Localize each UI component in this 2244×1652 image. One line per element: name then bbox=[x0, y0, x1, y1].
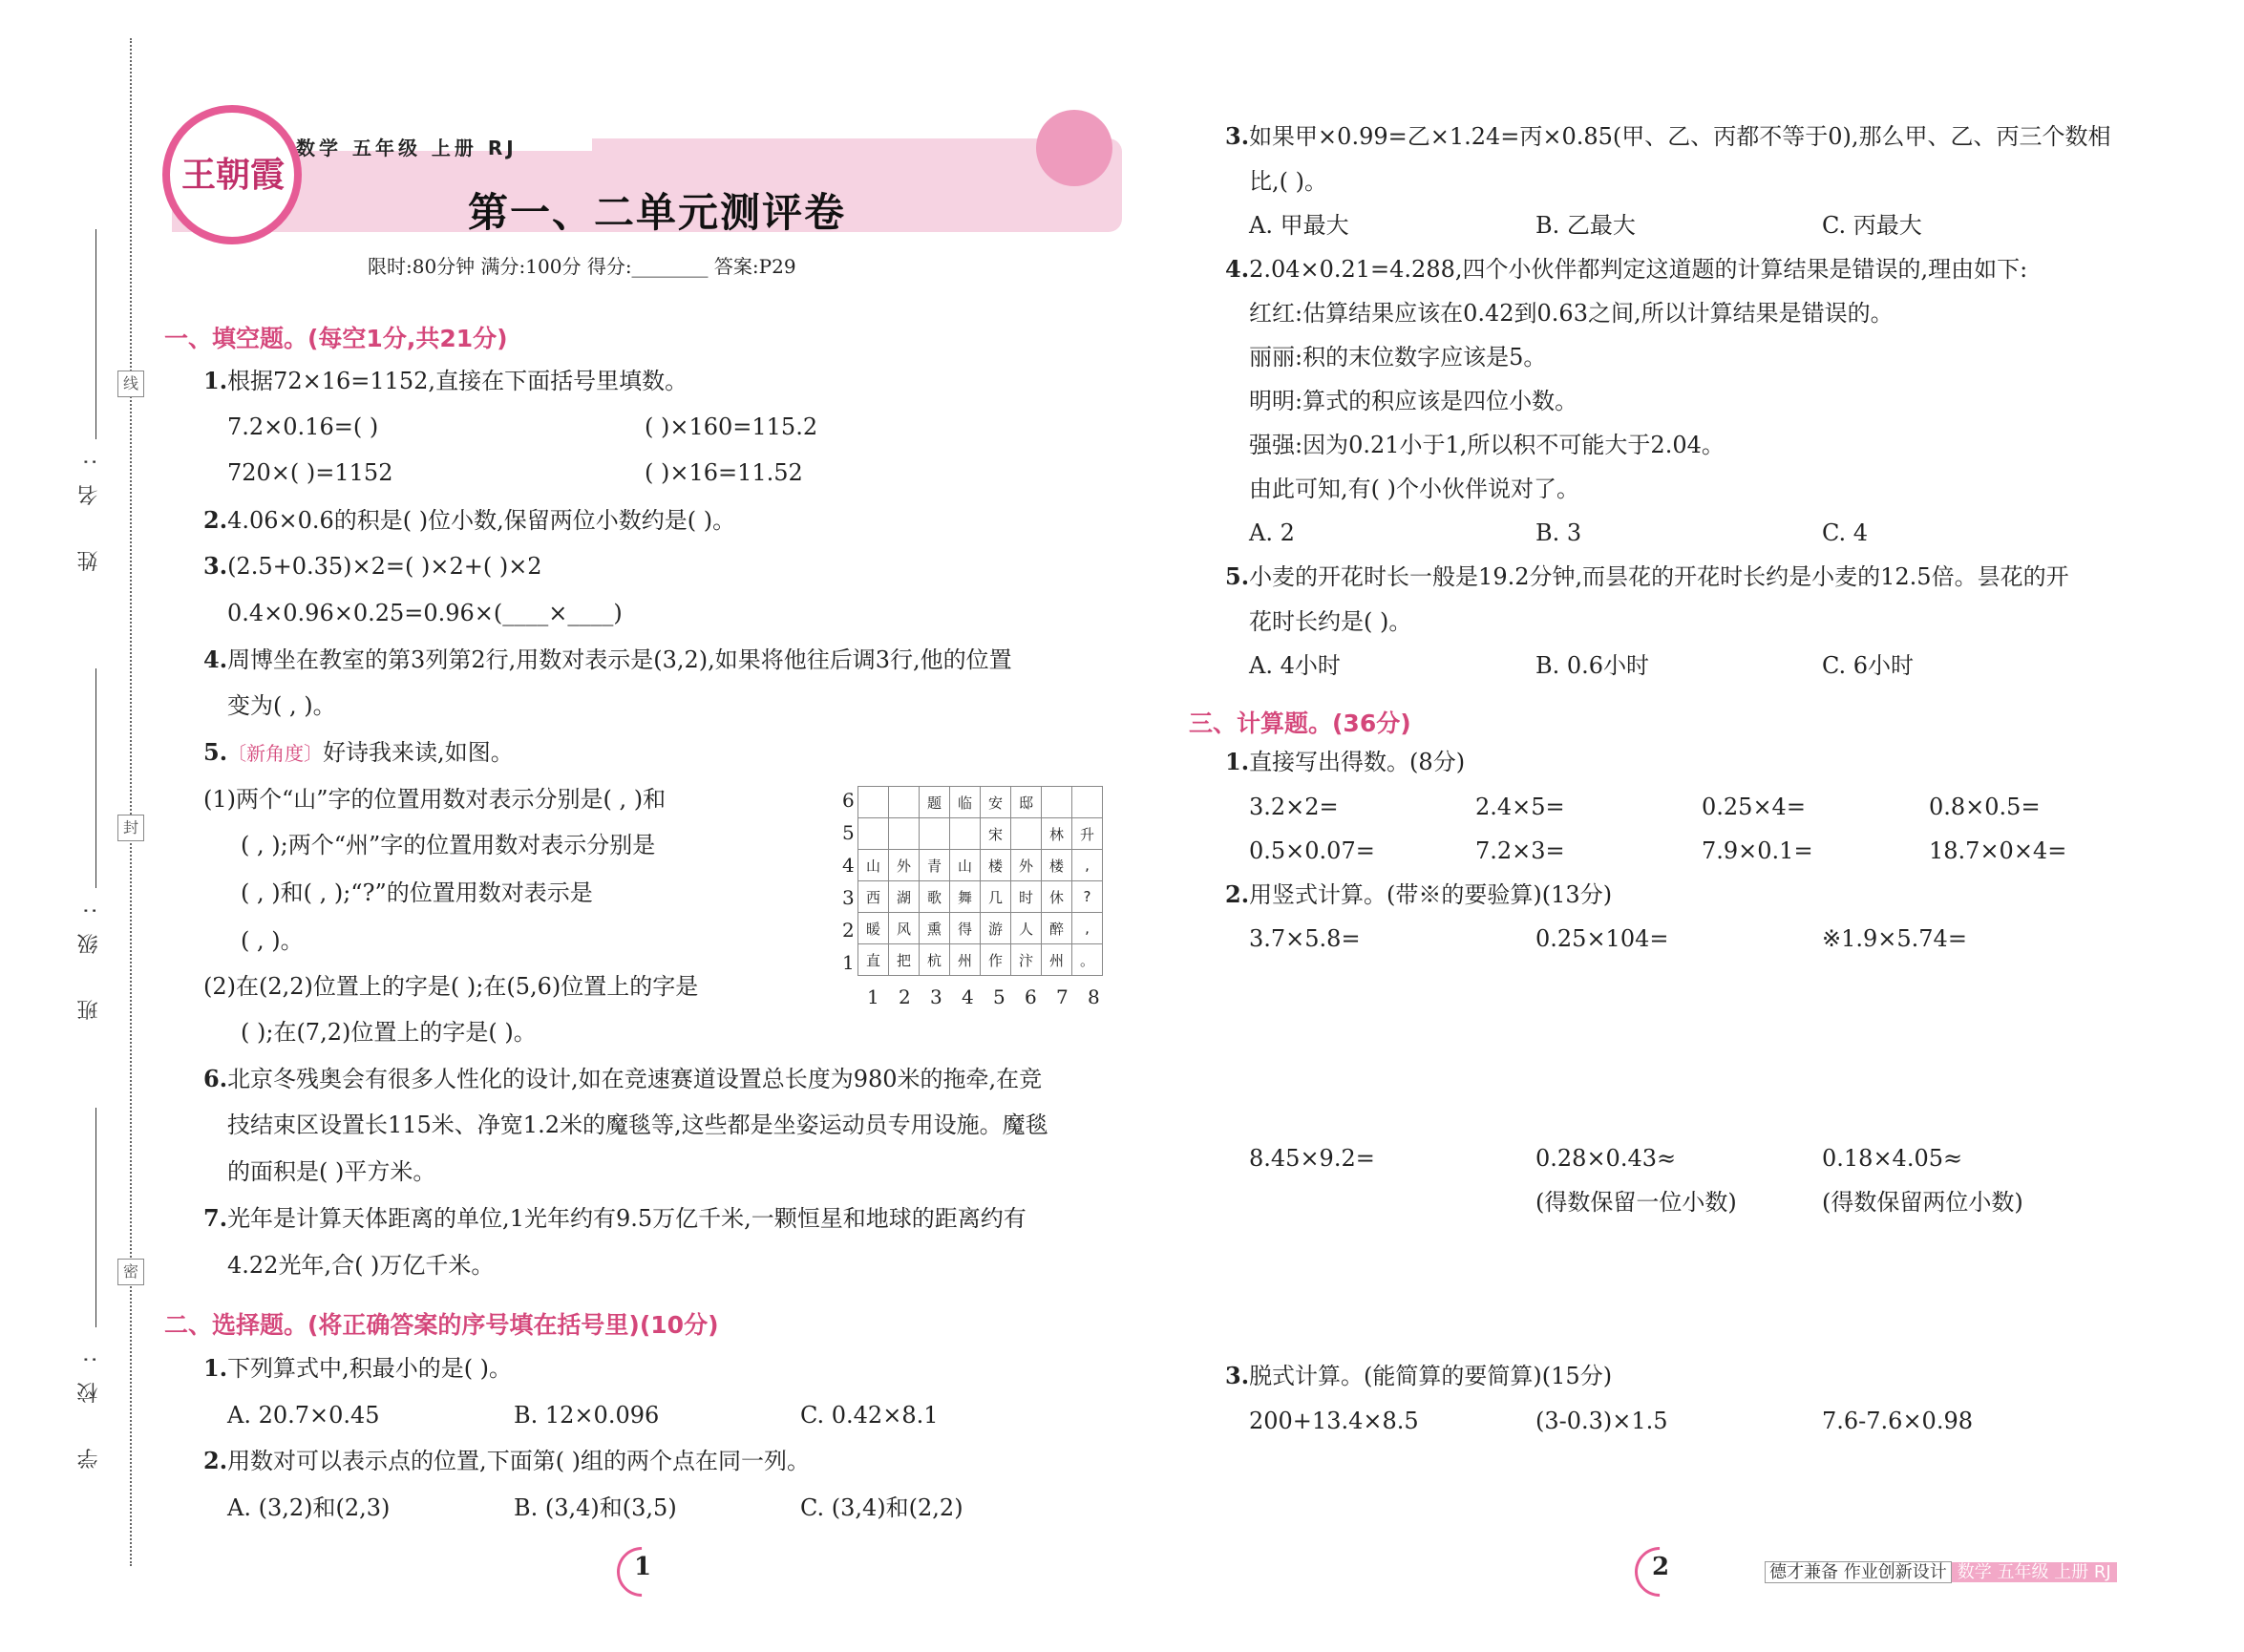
grid-cell bbox=[1042, 787, 1072, 818]
grid-row bbox=[858, 787, 1103, 818]
q3-2-r2-2: 0.28×0.43≈ bbox=[1535, 1145, 1677, 1172]
grid-col-label: 7 bbox=[1056, 985, 1069, 1008]
grid-cell: 临 bbox=[950, 787, 981, 818]
q2-4-l4: 明明:算式的积应该是四位小数。 bbox=[1249, 388, 1578, 414]
grid-cell: 州 bbox=[1042, 944, 1072, 976]
grid-col-label: 1 bbox=[867, 985, 879, 1008]
q1-6-line3: 的面积是( )平方米。 bbox=[227, 1158, 436, 1185]
grid-cell: 。 bbox=[1072, 944, 1103, 976]
q2-1: 1.下列算式中,积最小的是( )。 bbox=[203, 1354, 513, 1382]
section1-heading: 一、填空题。(每空1分,共21分) bbox=[164, 325, 508, 352]
grid-cell: 州 bbox=[950, 944, 981, 976]
q2-1-a: A. 20.7×0.45 bbox=[227, 1402, 380, 1429]
q1-5-p1a: (1)两个“山”字的位置用数对表示分别是( , )和 bbox=[203, 786, 667, 813]
q2-5-line2: 花时长约是( )。 bbox=[1249, 608, 1412, 635]
subject-meta: 数学 五年级 上册 RJ bbox=[296, 137, 518, 159]
q1-5-p2b: ( );在(7,2)位置上的字是( )。 bbox=[241, 1019, 537, 1046]
q2-5-line1: 5.小麦的开花时长一般是19.2分钟,而昙花的开花时长约是小麦的12.5倍。昙花的开 bbox=[1225, 562, 2069, 590]
q3-2-note1: (得数保留一位小数) bbox=[1535, 1189, 1737, 1216]
q1-7-line2: 4.22光年,合( )万亿千米。 bbox=[227, 1252, 495, 1279]
grid-row bbox=[858, 944, 1103, 976]
grid-cell: 邸 bbox=[1011, 787, 1042, 818]
grid-cell: 游 bbox=[981, 913, 1011, 944]
grid-cell: 风 bbox=[889, 913, 920, 944]
q1-3-line1: 3.(2.5+0.35)×2=( )×2+( )×2 bbox=[203, 552, 542, 580]
q1-1: 1.根据72×16=1152,直接在下面括号里填数。 bbox=[203, 367, 688, 394]
q3-1-item-3: 0.25×4= bbox=[1702, 794, 1806, 820]
q3-2-r2-1: 8.45×9.2= bbox=[1249, 1145, 1375, 1172]
q1-6-line1: 6.北京冬残奥会有很多人性化的设计,如在竞速赛道设置总长度为980米的拖牵,在竞 bbox=[203, 1065, 1043, 1092]
q1-5-p2a: (2)在(2,2)位置上的字是( );在(5,6)位置上的字是 bbox=[203, 973, 699, 1000]
q2-5-c: C. 6小时 bbox=[1822, 652, 1915, 679]
q1-5-p1b: ( , );两个“州”字的位置用数对表示分别是 bbox=[241, 832, 656, 858]
grid-row-label: 5 bbox=[842, 821, 855, 844]
brand-logo-text: 王朝霞 bbox=[181, 155, 286, 195]
q2-4-l5: 强强:因为0.21小于1,所以积不可能大于2.04。 bbox=[1249, 432, 1725, 458]
q3-1-item-7: 7.9×0.1= bbox=[1702, 837, 1813, 864]
grid-cell: 熏 bbox=[920, 913, 950, 944]
grid-cell: 西 bbox=[858, 881, 889, 913]
q3-1-item-6: 7.2×3= bbox=[1475, 837, 1565, 864]
q3-1-item-2: 2.4×5= bbox=[1475, 794, 1565, 820]
q3-2-r1-3: ※1.9×5.74= bbox=[1822, 925, 1967, 952]
grid-col-label: 3 bbox=[930, 985, 942, 1008]
bind-mark-xian: 线 bbox=[117, 371, 144, 397]
bind-mark-feng: 封 bbox=[117, 815, 144, 841]
grid-cell: 青 bbox=[920, 850, 950, 881]
grid-cell: 作 bbox=[981, 944, 1011, 976]
page-title: 第一、二单元测评卷 bbox=[468, 189, 847, 236]
q1-4-line1: 4.周博坐在教室的第3列第2行,用数对表示是(3,2),如果将他往后调3行,他的位置 bbox=[203, 646, 1012, 673]
grid-row bbox=[858, 881, 1103, 913]
q1-7-line1: 7.光年是计算天体距离的单位,1光年约有9.5万亿千米,一颗恒星和地球的距离约有 bbox=[203, 1204, 1027, 1232]
name-label: 姓 名: bbox=[77, 439, 101, 572]
q3-3-item-1: 200+13.4×8.5 bbox=[1249, 1408, 1419, 1434]
page-number-2: 2 bbox=[1652, 1553, 1670, 1581]
q1-5-p1c: ( , )和( , );“?”的位置用数对表示是 bbox=[241, 879, 593, 906]
q3-2-note2: (得数保留两位小数) bbox=[1822, 1189, 2023, 1216]
q3-1-item-5: 0.5×0.07= bbox=[1249, 837, 1375, 864]
grid-cell: , bbox=[1072, 850, 1103, 881]
grid-row bbox=[858, 850, 1103, 881]
school-label: 学 校: bbox=[77, 1337, 101, 1470]
q2-2-a: A. (3,2)和(2,3) bbox=[227, 1494, 391, 1521]
grid-row-label: 3 bbox=[842, 886, 855, 909]
grid-cell: 升 bbox=[1072, 818, 1103, 850]
q3-2-r1-1: 3.7×5.8= bbox=[1249, 925, 1361, 952]
q2-4-l2: 红红:估算结果应该在0.42到0.63之间,所以计算结果是错误的。 bbox=[1249, 300, 1894, 327]
grid-cell: 宋 bbox=[981, 818, 1011, 850]
q2-4-b: B. 3 bbox=[1535, 519, 1582, 546]
q1-6-line2: 技结束区设置长115米、净宽1.2米的魔毯等,这些都是坐姿运动员专用设施。魔毯 bbox=[227, 1112, 1048, 1138]
grid-cell: 人 bbox=[1011, 913, 1042, 944]
grid-cell: 林 bbox=[1042, 818, 1072, 850]
q2-4-c: C. 4 bbox=[1822, 519, 1869, 546]
q2-4-l3: 丽丽:积的末位数字应该是5。 bbox=[1249, 344, 1547, 371]
q2-3-line2: 比,( )。 bbox=[1249, 168, 1327, 195]
grid-cell bbox=[950, 818, 981, 850]
q1-3-line2: 0.4×0.96×0.25=0.96×(____×____) bbox=[227, 600, 623, 626]
grid-cell: 安 bbox=[981, 787, 1011, 818]
q1-4-line2: 变为( , )。 bbox=[227, 692, 336, 719]
exam-info: 限时:80分钟 满分:100分 得分:________ 答案:P29 bbox=[368, 255, 796, 278]
q2-5-b: B. 0.6小时 bbox=[1535, 652, 1650, 679]
q2-4-line1: 4.2.04×0.21=4.288,四个小伙伴都判定这道题的计算结果是错误的,理由如下: bbox=[1225, 255, 2028, 283]
q3-1-item-4: 0.8×0.5= bbox=[1929, 794, 2041, 820]
q2-2: 2.用数对可以表示点的位置,下面第( )组的两个点在同一列。 bbox=[203, 1447, 811, 1474]
sun-decoration bbox=[1036, 110, 1112, 186]
grid-cell bbox=[920, 818, 950, 850]
grid-row-label: 6 bbox=[842, 789, 855, 812]
grid-cell: 山 bbox=[950, 850, 981, 881]
grid-row bbox=[858, 913, 1103, 944]
binding-dotted-line bbox=[130, 38, 132, 1566]
grid-row bbox=[858, 818, 1103, 850]
q2-1-c: C. 0.42×8.1 bbox=[800, 1402, 939, 1429]
q3-3-item-2: (3-0.3)×1.5 bbox=[1535, 1408, 1668, 1434]
grid-cell: 直 bbox=[858, 944, 889, 976]
q1-1-a: 7.2×0.16=( ) bbox=[227, 413, 379, 440]
section2-heading: 二、选择题。(将正确答案的序号填在括号里)(10分) bbox=[164, 1311, 719, 1339]
q2-3-a: A. 甲最大 bbox=[1249, 212, 1349, 239]
grid-cell: 题 bbox=[920, 787, 950, 818]
grid-cell: 杭 bbox=[920, 944, 950, 976]
q2-2-b: B. (3,4)和(3,5) bbox=[514, 1494, 677, 1521]
grid-cell: 醉 bbox=[1042, 913, 1072, 944]
grid-cell: 得 bbox=[950, 913, 981, 944]
grid-cell bbox=[889, 787, 920, 818]
grid-row-label: 1 bbox=[842, 951, 855, 974]
grid-col-label: 2 bbox=[899, 985, 911, 1008]
grid-cell: 几 bbox=[981, 881, 1011, 913]
footer-brand bbox=[1765, 1558, 2147, 1581]
grid-col-label: 5 bbox=[993, 985, 1006, 1008]
q2-3-c: C. 丙最大 bbox=[1822, 212, 1922, 239]
grid-cell: 汴 bbox=[1011, 944, 1042, 976]
grid-cell: 楼 bbox=[1042, 850, 1072, 881]
q1-2: 2.4.06×0.6的积是( )位小数,保留两位小数约是( )。 bbox=[203, 506, 736, 534]
q2-4-a: A. 2 bbox=[1249, 519, 1295, 546]
grid-cell: 歌 bbox=[920, 881, 950, 913]
q2-3-b: B. 乙最大 bbox=[1535, 212, 1636, 239]
school-line bbox=[95, 1108, 96, 1327]
grid-cell bbox=[858, 818, 889, 850]
grid-cell: 休 bbox=[1042, 881, 1072, 913]
q3-3: 3.脱式计算。(能简算的要简算)(15分) bbox=[1225, 1362, 1613, 1389]
grid-cell: 湖 bbox=[889, 881, 920, 913]
grid-row-label: 4 bbox=[842, 854, 855, 877]
poem-grid bbox=[857, 786, 1103, 976]
q3-1: 1.直接写出得数。(8分) bbox=[1225, 748, 1466, 775]
q2-1-b: B. 12×0.096 bbox=[514, 1402, 660, 1429]
grid-cell: 外 bbox=[1011, 850, 1042, 881]
class-label: 班 级: bbox=[77, 888, 101, 1021]
page-number-1: 1 bbox=[634, 1553, 652, 1581]
footer-brand-text: 德才兼备 作业创新设计 bbox=[1765, 1561, 1952, 1583]
q3-3-item-3: 7.6-7.6×0.98 bbox=[1822, 1408, 1973, 1434]
q3-2-r1-2: 0.25×104= bbox=[1535, 925, 1669, 952]
q2-5-a: A. 4小时 bbox=[1249, 652, 1341, 679]
grid-cell: 外 bbox=[889, 850, 920, 881]
grid-cell: 山 bbox=[858, 850, 889, 881]
q1-1-b: ( )×160=115.2 bbox=[645, 413, 818, 440]
q1-1-d: ( )×16=11.52 bbox=[645, 459, 803, 486]
section3-heading: 三、计算题。(36分) bbox=[1189, 710, 1411, 737]
grid-cell bbox=[1011, 818, 1042, 850]
grid-cell: 暖 bbox=[858, 913, 889, 944]
q3-1-item-1: 3.2×2= bbox=[1249, 794, 1339, 820]
q1-1-c: 720×( )=1152 bbox=[227, 459, 393, 486]
class-line bbox=[95, 668, 96, 888]
q2-2-c: C. (3,4)和(2,2) bbox=[800, 1494, 963, 1521]
grid-row-label: 2 bbox=[842, 919, 855, 942]
q3-2-r2-3: 0.18×4.05≈ bbox=[1822, 1145, 1963, 1172]
grid-col-label: 6 bbox=[1025, 985, 1037, 1008]
q2-3-line1: 3.如果甲×0.99=乙×1.24=丙×0.85(甲、乙、丙都不等于0),那么甲、乙、丙三个数相 bbox=[1225, 122, 2111, 150]
grid-cell: , bbox=[1072, 913, 1103, 944]
name-line bbox=[95, 229, 96, 439]
grid-cell: ? bbox=[1072, 881, 1103, 913]
q2-4-l6: 由此可知,有( )个小伙伴说对了。 bbox=[1249, 476, 1579, 502]
bind-mark-mi: 密 bbox=[117, 1259, 144, 1285]
grid-cell: 楼 bbox=[981, 850, 1011, 881]
grid-cell: 舞 bbox=[950, 881, 981, 913]
grid-cell bbox=[889, 818, 920, 850]
grid-cell: 时 bbox=[1011, 881, 1042, 913]
grid-col-label: 8 bbox=[1088, 985, 1100, 1008]
grid-col-label: 4 bbox=[962, 985, 974, 1008]
q3-1-item-8: 18.7×0×4= bbox=[1929, 837, 2067, 864]
q1-5: 5.〔新角度〕好诗我来读,如图。 bbox=[203, 738, 514, 766]
grid-cell: 把 bbox=[889, 944, 920, 976]
grid-cell bbox=[858, 787, 889, 818]
q1-5-p1d: ( , )。 bbox=[241, 927, 304, 954]
q3-2: 2.用竖式计算。(带※的要验算)(13分) bbox=[1225, 880, 1613, 908]
footer-meta: 数学 五年级 上册 RJ bbox=[1952, 1562, 2117, 1582]
grid-cell bbox=[1072, 787, 1103, 818]
